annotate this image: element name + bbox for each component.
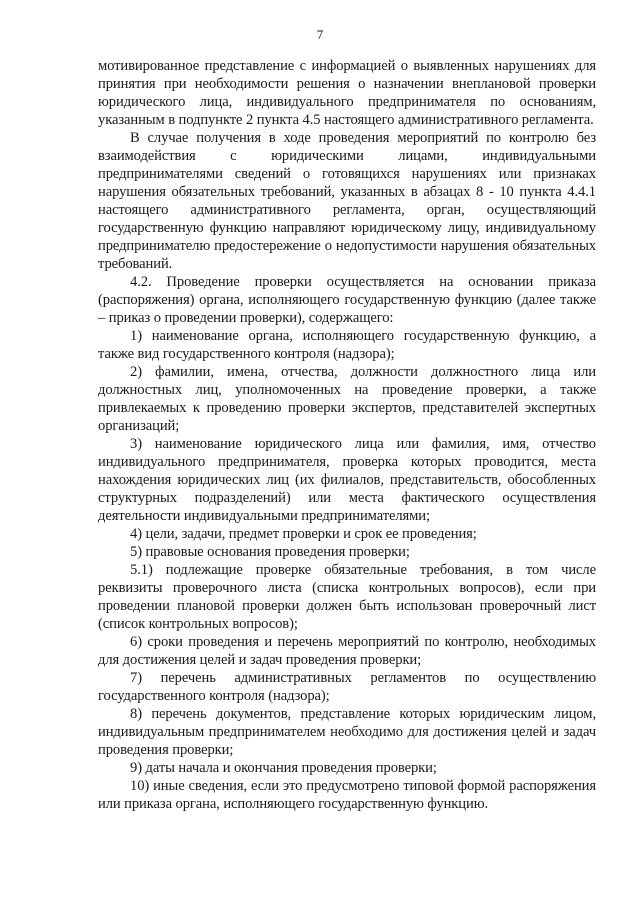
- list-item-3: 3) наименование юридического лица или фамилия, имя, отчество индивидуального предпринимателя, проверка которых проводится, места нахождения юридических лиц (их филиалов, представительств, обособленных структурных подразделений) или места фактического осуществления деятельности индивидуальными предпринимателями;: [98, 436, 596, 524]
- paragraph-continuation: мотивированное представление с информацией о выявленных нарушениях для принятия при необходимости решения о назначении внеплановой проверки юридического лица, индивидуального предпринимателя по основаниям, указанным в подпункте 2 пункта 4.5 настоящего административного регламента.: [98, 58, 596, 128]
- list-item-10: 10) иные сведения, если это предусмотрено типовой формой распоряжения или приказа органа, исполняющего государственную функцию.: [98, 778, 596, 812]
- list-item-6: 6) сроки проведения и перечень мероприятий по контролю, необходимых для достижения целей и задач проведения проверки;: [98, 634, 596, 668]
- list-item-5: 5) правовые основания проведения проверки;: [130, 544, 410, 560]
- list-item-2: 2) фамилии, имена, отчества, должности должностного лица или должностных лиц, уполномоченных на проведение проверки, а также привлекаемых к проведению проверки экспертов, представителей экспертных организаций;: [98, 364, 596, 434]
- document-body: [98, 57, 596, 813]
- list-item-4: 4) цели, задачи, предмет проверки и срок ее проведения;: [130, 526, 477, 542]
- list-item-9: 9) даты начала и окончания проведения проверки;: [130, 760, 437, 776]
- paragraph-warning-notice: В случае получения в ходе проведения мероприятий по контролю без взаимодействия с юридическими лицами, индивидуальными предпринимателями сведений о готовящихся нарушениях или признаках нарушения обязательных требований, указанных в абзацах 8 - 10 пункта 4.4.1 настоящего административного регламента, орган, осуществляющий государственную функцию направляют юридическому лицу, индивидуальному предпринимателю предостережение о недопустимости нарушения обязательных требований.: [98, 130, 596, 272]
- page-number: 7: [316, 27, 324, 42]
- list-item-7: 7) перечень административных регламентов по осуществлению государственного контроля (надзора);: [98, 670, 596, 704]
- list-item-8: 8) перечень документов, представление которых юридическим лицом, индивидуальным предпринимателем необходимо для достижения целей и задач проведения проверки;: [98, 706, 596, 758]
- list-item-5-1: 5.1) подлежащие проверке обязательные требования, в том числе реквизиты проверочного листа (списка контрольных вопросов), если при проведении плановой проверки должен быть использован проверочный лист (список контрольных вопросов);: [98, 562, 596, 632]
- paragraph-4-2: 4.2. Проведение проверки осуществляется на основании приказа (распоряжения) органа, исполняющего государственную функцию (далее также – приказ о проведении проверки), содержащего:: [98, 274, 596, 326]
- list-item-1: 1) наименование органа, исполняющего государственную функцию, а также вид государственного контроля (надзора);: [98, 328, 596, 362]
